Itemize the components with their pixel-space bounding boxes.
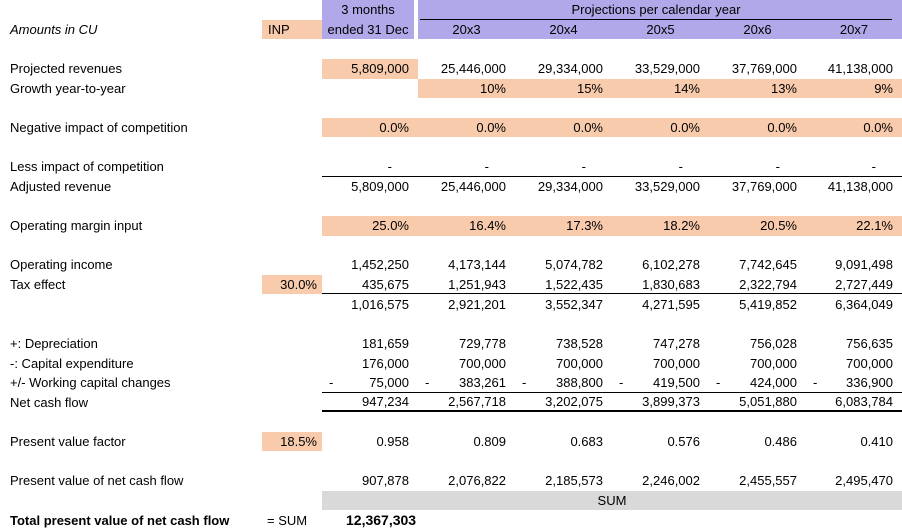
row-label: Adjusted revenue (10, 178, 112, 194)
minus-sign: - (619, 374, 624, 390)
value-cell: 33,529,000 (634, 178, 700, 194)
input-cell-discount-rate[interactable]: 18.5% (262, 432, 322, 452)
spacer-row (0, 98, 902, 118)
projections-title: Projections per calendar year (420, 0, 892, 20)
value-cell: 6,102,278 (642, 257, 700, 273)
header-row-2 (0, 20, 902, 40)
input-cell[interactable]: 0.0% (709, 118, 806, 138)
header-spacer (0, 0, 322, 20)
spacer-row (0, 236, 902, 256)
minus-sign: - (716, 374, 721, 390)
year-header-20x3: 20x3 (418, 20, 515, 40)
value-cell: 729,778 (459, 335, 506, 351)
row-label: +/- Working capital changes (10, 375, 171, 391)
input-cell[interactable]: 17.3% (515, 216, 612, 236)
row-after-tax-income (0, 294, 902, 314)
value-cell: 435,675 (322, 275, 418, 295)
row-label: -: Capital expenditure (10, 355, 134, 371)
value-cell: 3,202,075 (515, 393, 612, 413)
row-pv-net-cash-flow (0, 471, 902, 491)
value-cell: 1,830,683 (612, 275, 709, 295)
value-cell: 9,091,498 (835, 257, 893, 273)
value-cell: 700,000 (846, 355, 893, 371)
value-cell: 756,635 (846, 335, 893, 351)
row-less-impact (0, 157, 902, 177)
row-label: Less impact of competition (10, 159, 164, 175)
value-cell: 907,878 (362, 473, 409, 489)
row-sum-band (0, 491, 902, 511)
value-cell: 747,278 (653, 335, 700, 351)
minus-sign: - (425, 374, 430, 390)
value-cell: - (806, 157, 902, 177)
minus-sign: - (522, 374, 527, 390)
row-depreciation (0, 334, 902, 354)
value-cell: 37,769,000 (731, 61, 797, 77)
input-cell[interactable]: 0.0% (322, 118, 418, 138)
input-cell[interactable]: 0.0% (806, 118, 902, 138)
value-cell: 41,138,000 (827, 61, 893, 77)
value-cell: 5,051,880 (709, 393, 806, 413)
input-cell[interactable]: 20.5% (709, 216, 806, 236)
row-working-capital (0, 373, 902, 393)
value-cell: 2,727,449 (806, 275, 902, 295)
row-label: Tax effect (10, 277, 66, 293)
value-cell: 947,234 (322, 393, 418, 413)
spacer-row (0, 412, 902, 432)
year-header-20x4: 20x4 (515, 20, 612, 40)
row-growth (0, 79, 902, 99)
header-row-1 (0, 0, 902, 20)
input-cell[interactable]: 14% (612, 79, 709, 99)
value-cell: 700,000 (750, 355, 797, 371)
minus-sign: - (329, 374, 334, 390)
input-cell-tax-rate[interactable]: 30.0% (262, 275, 322, 295)
value-cell: - (515, 157, 612, 177)
total-label: Total present value of net cash flow (10, 512, 230, 528)
minus-sign: - (813, 374, 818, 390)
value-cell: 2,322,794 (709, 275, 806, 295)
year-header-20x7: 20x7 (806, 20, 902, 40)
period-header-line1: 3 months (322, 0, 414, 20)
value-cell: 25,446,000 (440, 61, 506, 77)
value-cell: 33,529,000 (634, 61, 700, 77)
value-cell: - (418, 157, 515, 177)
row-label: Negative impact of competition (10, 120, 188, 136)
value-cell: 29,334,000 (537, 61, 603, 77)
input-cell[interactable]: 10% (418, 79, 515, 99)
value-cell: 700,000 (459, 355, 506, 371)
value-cell: 37,769,000 (731, 178, 797, 194)
input-cell[interactable]: 16.4% (418, 216, 515, 236)
row-operating-margin (0, 216, 902, 236)
row-pv-factor (0, 432, 902, 452)
input-cell[interactable]: 13% (709, 79, 806, 99)
input-cell[interactable]: 9% (806, 79, 902, 99)
sum-formula-label: = SUM (267, 512, 308, 528)
value-cell: 41,138,000 (827, 178, 893, 194)
value-cell: - 383,261 (418, 373, 515, 393)
value-cell: 700,000 (653, 355, 700, 371)
row-net-cash-flow (0, 393, 902, 413)
year-header-20x5: 20x5 (612, 20, 709, 40)
value-cell: 2,495,470 (835, 473, 893, 489)
spacer-row (0, 314, 902, 334)
value-cell: 738,528 (556, 335, 603, 351)
input-cell[interactable]: 0.0% (612, 118, 709, 138)
value-cell: 1,016,575 (351, 296, 409, 312)
row-label: Projected revenues (10, 61, 123, 77)
row-label: Operating income (10, 257, 113, 273)
value-cell: - (322, 157, 418, 177)
spacer-row (0, 39, 902, 59)
row-label: Present value factor (10, 434, 126, 450)
row-adjusted-revenue (0, 177, 902, 197)
value-cell: - 388,800 (515, 373, 612, 393)
value-cell: 29,334,000 (537, 178, 603, 194)
total-value: 12,367,303 (346, 512, 417, 529)
value-cell: 181,659 (362, 335, 409, 351)
value-cell: 1,251,943 (418, 275, 515, 295)
value-cell: - 424,000 (709, 373, 806, 393)
value-cell: 6,364,049 (835, 296, 893, 312)
row-label: Growth year-to-year (10, 80, 126, 96)
value-cell: 25,446,000 (440, 178, 506, 194)
spacer-row (0, 196, 902, 216)
input-cell[interactable]: 5,809,000 (322, 59, 418, 79)
value-cell: 2,076,822 (448, 473, 506, 489)
value-cell: 0.576 (667, 434, 700, 450)
value-cell: 0.683 (570, 434, 603, 450)
row-projected-revenues (0, 59, 902, 79)
row-capex (0, 353, 902, 373)
value-cell: - 75,000 (322, 373, 418, 393)
spacer-row (0, 451, 902, 471)
period-header-line2: ended 31 Dec (322, 20, 414, 40)
value-cell: - 419,500 (612, 373, 709, 393)
value-cell: - 336,900 (806, 373, 902, 393)
input-cell[interactable]: 0.0% (515, 118, 612, 138)
value-cell: 5,074,782 (545, 257, 603, 273)
row-label: Net cash flow (10, 394, 89, 410)
value-cell: 2,185,573 (545, 473, 603, 489)
row-label: Operating margin input (10, 218, 143, 234)
row-tax-effect (0, 275, 902, 295)
value-cell: 1,452,250 (351, 257, 409, 273)
projections-header (418, 0, 902, 20)
value-cell: 0.809 (473, 434, 506, 450)
value-cell: 2,567,718 (418, 393, 515, 413)
value-cell: 5,419,852 (739, 296, 797, 312)
value-cell: 7,742,645 (739, 257, 797, 273)
value-cell: - (709, 157, 806, 177)
value-cell: 1,522,435 (515, 275, 612, 295)
row-total (0, 510, 902, 530)
value-cell: 2,246,002 (642, 473, 700, 489)
value-cell: 5,809,000 (351, 178, 409, 194)
value-cell: 3,552,347 (545, 296, 603, 312)
value-cell: 3,899,373 (612, 393, 709, 413)
row-operating-income (0, 255, 902, 275)
input-cell[interactable]: 25.0% (322, 216, 418, 236)
spacer-row (0, 137, 902, 157)
amounts-in-cu-label: Amounts in CU (10, 21, 98, 37)
row-label: Present value of net cash flow (10, 473, 184, 489)
value-cell: 700,000 (556, 355, 603, 371)
value-cell: 4,173,144 (448, 257, 506, 273)
value-cell: 2,455,557 (739, 473, 797, 489)
sum-band: SUM (322, 491, 902, 511)
value-cell: 4,271,595 (642, 296, 700, 312)
value-cell: 0.410 (860, 434, 893, 450)
value-cell: - (612, 157, 709, 177)
input-cell[interactable]: 15% (515, 79, 612, 99)
value-cell: 2,921,201 (448, 296, 506, 312)
value-cell: 176,000 (362, 355, 409, 371)
row-negative-impact (0, 118, 902, 138)
input-cell[interactable]: 0.0% (418, 118, 515, 138)
input-cell[interactable]: 18.2% (612, 216, 709, 236)
input-cell[interactable]: 22.1% (806, 216, 902, 236)
row-label: +: Depreciation (10, 335, 98, 351)
value-cell: 756,028 (750, 335, 797, 351)
year-header-20x6: 20x6 (709, 20, 806, 40)
value-cell: 6,083,784 (806, 393, 902, 413)
inp-column-header: INP (262, 20, 322, 40)
value-cell: 0.958 (376, 434, 409, 450)
value-cell: 0.486 (764, 434, 797, 450)
